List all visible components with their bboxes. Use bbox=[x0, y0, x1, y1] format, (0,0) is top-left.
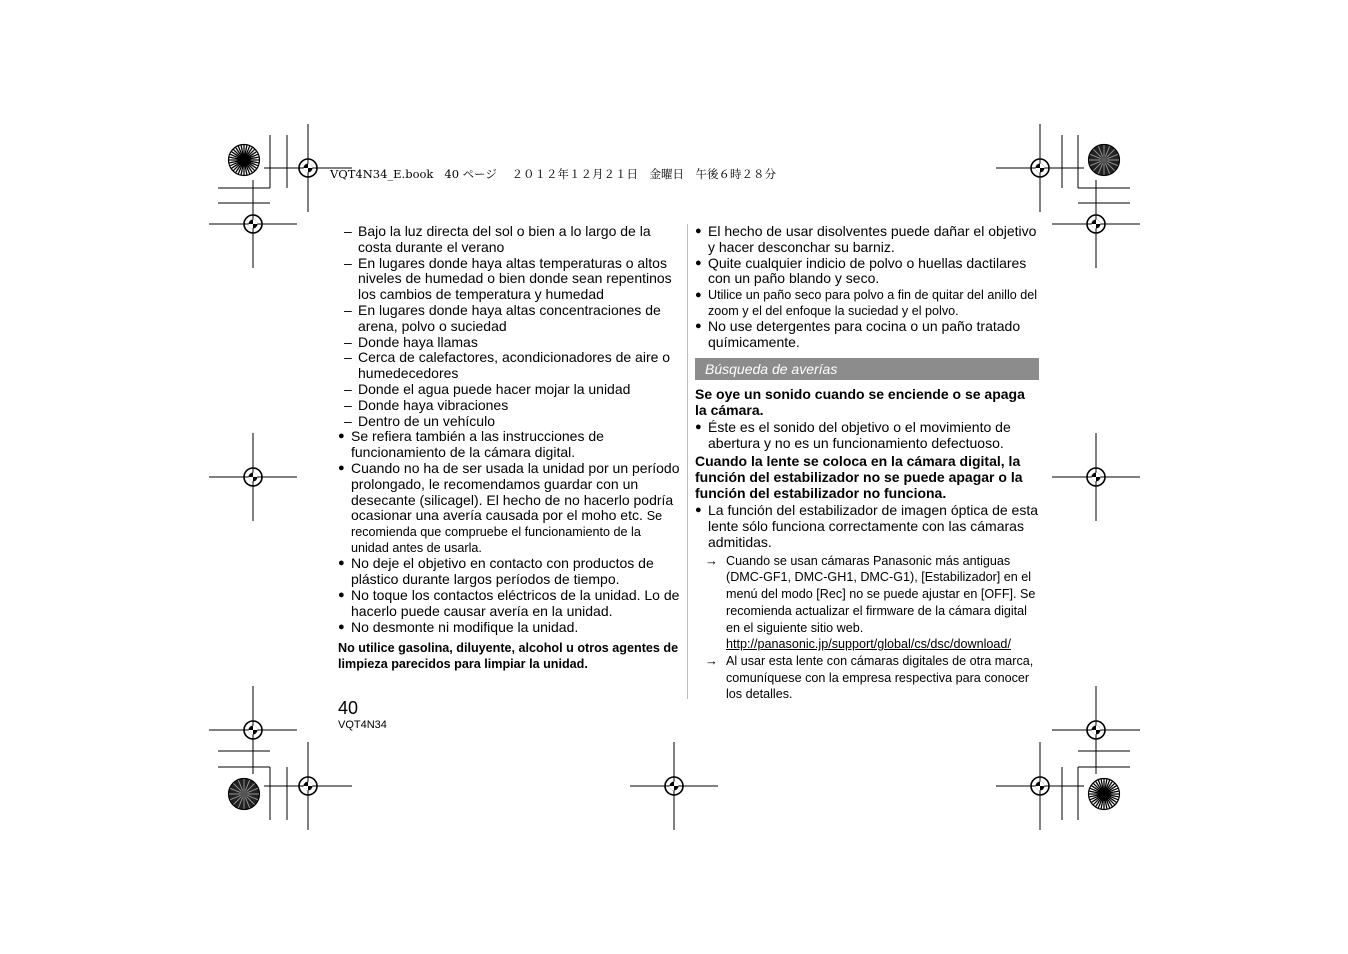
dash-mark: – bbox=[344, 254, 352, 271]
bullet-icon: ● bbox=[338, 588, 345, 601]
dash-item: – Dentro de un vehículo bbox=[344, 412, 495, 429]
header-page: 40 ページ bbox=[444, 167, 497, 181]
bullet-item: ● No use detergentes para cocina o un paño tratado químicamente. bbox=[695, 318, 1021, 350]
dash-item: – Bajo la luz directa del sol o bien a lo largo de la costa durante el verano bbox=[344, 223, 651, 255]
dash-mark: – bbox=[344, 380, 352, 397]
registration-mark-bottom-center bbox=[630, 742, 718, 830]
bullet-item: ● Quite cualquier indicio de polvo o huellas dactilares con un paño blando y seco. bbox=[695, 254, 1027, 287]
dash-item: – Donde el agua puede hacer mojar la unidad bbox=[344, 380, 631, 397]
bullet-item: ● No desmonte ni modifique la unidad. bbox=[338, 618, 579, 635]
registration-mark-top-right bbox=[996, 124, 1084, 212]
question-2: Cuando la lente se coloca en la cámara digital, la función del estabilizador no se puede apagar o la función del estabilizador no funciona. bbox=[695, 452, 1023, 501]
bullet-item: ● Utilice un paño seco para polvo a fin de quitar del anillo del zoom y el del enfoque la suciedad y el polvo. bbox=[695, 288, 1038, 319]
arrow-right-icon: → bbox=[705, 652, 718, 668]
bullet-icon: ● bbox=[695, 320, 702, 333]
dash-mark: – bbox=[344, 396, 352, 413]
dash-mark: – bbox=[344, 333, 352, 350]
right-column bbox=[695, 224, 1039, 703]
column-divider bbox=[687, 224, 688, 699]
section-title-troubleshooting: Búsqueda de averías bbox=[695, 358, 1039, 380]
bullet-icon: ● bbox=[695, 289, 702, 302]
dash-mark: – bbox=[344, 349, 352, 366]
bullet-icon: ● bbox=[695, 225, 702, 237]
registration-mark-right-lower bbox=[1052, 686, 1140, 774]
arrow-note-2: → Al usar esta lente con cámaras digitales de otra marca, comuníquese con la empresa respectiva para conocer los detalles. bbox=[705, 652, 1034, 702]
arrow-right-icon: → bbox=[705, 552, 718, 568]
color-wheel-bottom-right bbox=[1089, 779, 1120, 810]
bullet-item: ● No deje el objetivo en contacto con productos de plástico durante largos períodos de tiempo. bbox=[338, 555, 654, 588]
page-number: 40 bbox=[338, 698, 359, 718]
color-wheel-bottom-left bbox=[229, 779, 260, 810]
bullet-icon: ● bbox=[338, 620, 345, 633]
dash-item: – En lugares donde haya altas concentraciones de arena, polvo o suciedad bbox=[344, 301, 661, 334]
cleaning-warning: No utilice gasolina, diluyente, alcohol u otros agentes de limpieza parecidos para limpiar la unidad. bbox=[338, 641, 679, 672]
registration-mark-bottom-right bbox=[996, 742, 1084, 830]
color-wheel-top-right bbox=[1089, 145, 1120, 176]
registration-mark-right-upper bbox=[1052, 180, 1140, 268]
dash-item: – Cerca de calefactores, acondicionadores de aire o humedecedores bbox=[344, 349, 671, 382]
bullet-icon: ● bbox=[695, 256, 702, 269]
answer-2: ● La función del estabilizador de imagen óptica de esta lente sólo funciona correctamente con las cámaras admitidas. bbox=[695, 502, 1038, 550]
dash-mark: – bbox=[344, 412, 352, 429]
bullet-icon: ● bbox=[695, 504, 702, 517]
header-filename: VQT4N34_E.book bbox=[330, 167, 434, 181]
answer-1: ● Éste es el sonido del objetivo o el movimiento de abertura y no es un funcionamiento defectuoso. bbox=[695, 419, 1011, 452]
bullet-item: ● Cuando no ha de ser usada la unidad por un período prolongado, le recomendamos guardar con un desecante (silicagel). El hecho de no hacerlo podría ocasionar una avería causada por el moho etc. Se recomienda que compruebe el funcionamiento de la unidad antes de usarla. bbox=[338, 459, 680, 556]
bullet-icon: ● bbox=[695, 421, 702, 434]
question-1: Se oye un sonido cuando se enciende o se apaga la cámara. bbox=[695, 385, 1025, 418]
left-column bbox=[338, 224, 682, 672]
registration-mark-left-lower bbox=[209, 686, 297, 774]
registration-mark-left-upper bbox=[209, 180, 297, 268]
dash-item: – Donde haya llamas bbox=[344, 333, 478, 350]
bullet-item: ● Se refiera también a las instrucciones de funcionamiento de la cámara digital. bbox=[338, 428, 604, 461]
bullet-icon: ● bbox=[338, 461, 345, 474]
firmware-download-link[interactable]: http://panasonic.jp/support/global/cs/dsc/download/ bbox=[726, 637, 1011, 652]
dash-item: – En lugares donde haya altas temperaturas o altos niveles de humedad o bien donde sean repentinos los cambios de temperatura y humedad bbox=[344, 254, 672, 303]
bullet-icon: ● bbox=[338, 557, 345, 570]
bullet-item: ● El hecho de usar disolventes puede dañar el objetivo y hacer desconchar su barniz. bbox=[695, 223, 1037, 255]
arrow-note-1: → Cuando se usan cámaras Panasonic más antiguas (DMC-GF1, DMC-GH1, DMC-G1), [Estabilizador] en el menú del modo [Rec] no se puede ajustar en [OFF]. Se recomienda actualizar el firmware de la cámara digital en el siguiente sitio web. http://panasonic.jp/support/global/cs/dsc/download/ bbox=[705, 552, 1036, 652]
bullet-item: ● No toque los contactos eléctricos de la unidad. Lo de hacerlo puede causar avería en la unidad. bbox=[338, 586, 680, 619]
registration-mark-bottom-left bbox=[264, 742, 352, 830]
dash-item: – Donde haya vibraciones bbox=[344, 396, 509, 413]
print-header bbox=[330, 166, 776, 182]
dash-mark: – bbox=[344, 301, 352, 318]
header-datetime: ２０１２年１２月２１日 金曜日 午後６時２８分 bbox=[511, 167, 777, 181]
document-code: VQT4N34 bbox=[338, 719, 387, 731]
bullet-icon: ● bbox=[338, 430, 345, 443]
dash-mark: – bbox=[344, 223, 352, 239]
registration-mark-left-middle bbox=[209, 433, 297, 521]
registration-mark-right-middle bbox=[1052, 433, 1140, 521]
color-wheel-top-left bbox=[229, 145, 260, 176]
